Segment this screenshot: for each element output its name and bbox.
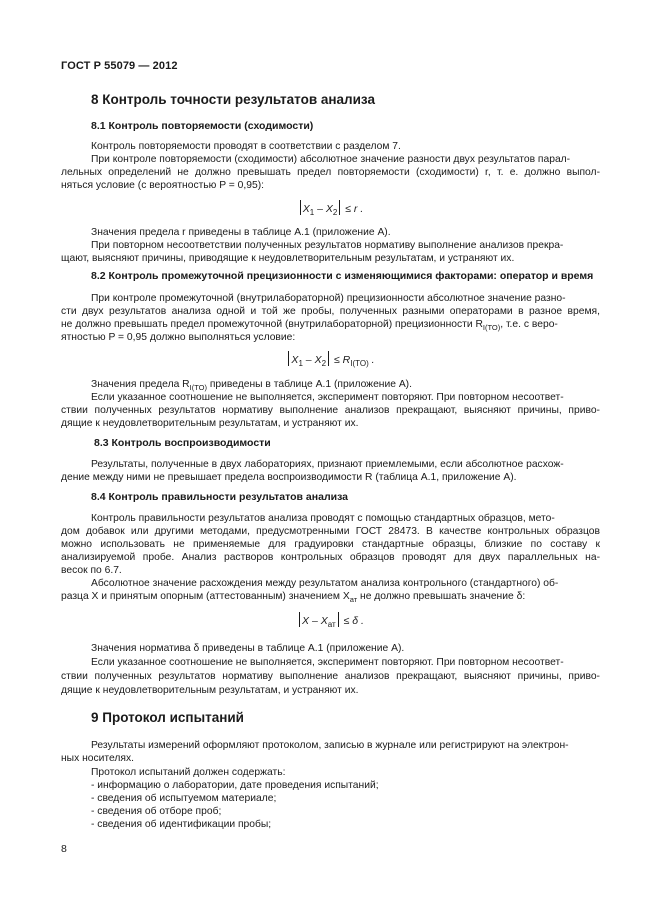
paragraph: Результаты, полученные в двух лабораториях, признают приемлемыми, если абсолютное расхож- — [91, 459, 564, 470]
paragraph: можно использовать не применяемые для градуировки стандартные образцы, близкие по составу к — [61, 539, 600, 550]
paragraph: весок по 6.7. — [61, 565, 122, 576]
paragraph: Контроль повторяемости проводят в соответствии с разделом 7. — [91, 141, 401, 152]
paragraph: лельных определений не должно превышать предел повторяемости (сходимости) r, т. е. должно выпол- — [61, 167, 600, 178]
paragraph: дение между ними не превышает предела воспроизводимости R (таблица А.1, приложение А). — [61, 472, 517, 483]
paragraph: Контроль правильности результатов анализа проводят с помощью стандартных образцов, мето- — [91, 513, 555, 524]
paragraph: Протокол испытаний должен содержать: — [91, 767, 286, 778]
paragraph: Если указанное соотношение не выполняется, эксперимент повторяют. При повторном несоответ- — [91, 392, 564, 403]
section-9-title: 9 Протокол испытаний — [91, 710, 244, 725]
list-item: - сведения об идентификации пробы; — [91, 819, 272, 830]
paragraph: не должно превышать предел промежуточной (внутрилабораторной) прецизионности $R_{I(TO)}$, т.е. с веро- — [61, 319, 558, 333]
page-number: 8 — [61, 843, 67, 855]
paragraph: Абсолютное значение расхождения между результатом анализа контрольного (стандартного) об- — [91, 578, 559, 589]
formula-repeatability: $X_1 - X_2 \le r$ . — [61, 200, 600, 217]
paragraph: Результаты измерений оформляют протоколом, записью в журнале или регистрируют на электрон- — [91, 740, 569, 751]
section-8-title: 8 Контроль точности результатов анализа — [91, 92, 375, 107]
paragraph: Значения норматива δ приведены в таблице А.1 (приложение А). — [91, 643, 405, 654]
document-header: ГОСТ Р 55079 — 2012 — [61, 60, 178, 72]
paragraph: ных носителях. — [61, 753, 134, 764]
paragraph: дящие к неудовлетворительным результатам, и устраняют их. — [61, 685, 359, 696]
paragraph: ятностью P = 0,95 должно выполняться условие: — [61, 332, 296, 343]
section-8-3-title: 8.3 Контроль воспроизводимости — [94, 437, 271, 449]
paragraph: ствии полученных результатов нормативу выполнение анализов прекращают, выясняют причины, приво- — [61, 405, 600, 416]
paragraph: При повторном несоответствии полученных результатов нормативу выполнение анализов прекра- — [91, 240, 564, 251]
formula-intermediate-precision: $X_1 - X_2 \le R_{I(TO)}$ . — [61, 351, 600, 368]
paragraph: анализируемой пробе. Анализ растворов контрольных образцов проводят для двух параллельных на- — [61, 552, 600, 563]
list-item: - сведения об испытуемом материале; — [91, 793, 277, 804]
list-item: - информацию о лаборатории, дате проведения испытаний; — [91, 780, 379, 791]
paragraph: разца X и принятым опорным (аттестованным) значением $X_{ат}$ не должно превышать значение δ: — [61, 591, 526, 605]
paragraph: При контроле промежуточной (внутрилабораторной) прецизионности абсолютное значение разно- — [91, 293, 566, 304]
paragraph: Значения предела $R_{I(TO)}$ приведены в таблице А.1 (приложение А). — [91, 379, 412, 393]
section-8-1-title: 8.1 Контроль повторяемости (сходимости) — [91, 120, 314, 132]
paragraph: щают, выясняют причины, приводящие к неудовлетворительным результатам, и устраняют их. — [61, 253, 515, 264]
paragraph: дящие к неудовлетворительным результатам, и устраняют их. — [61, 418, 359, 429]
paragraph: Значения предела r приведены в таблице А.1 (приложение А). — [91, 227, 391, 238]
section-8-4-title: 8.4 Контроль правильности результатов анализа — [91, 491, 348, 503]
list-item: - сведения об отборе проб; — [91, 806, 222, 817]
paragraph: няться условие (с вероятностью P = 0,95): — [61, 180, 265, 191]
paragraph: При контроле повторяемости (сходимости) абсолютное значение разности двух результатов парал- — [91, 154, 571, 165]
paragraph: Если указанное соотношение не выполняется, эксперимент повторяют. При повторном несоответ- — [91, 657, 564, 668]
paragraph: ствии полученных результатов нормативу выполнение анализов прекращают, выясняют причины, приво- — [61, 671, 600, 682]
paragraph: сти двух результатов анализа одной и той же пробы, полученных разными операторами в разное время, — [61, 306, 600, 317]
paragraph: дом добавок или другими методами, предусмотренными ГОСТ 28473. В качестве контрольных образцов — [61, 526, 600, 537]
section-8-2-title: 8.2 Контроль промежуточной прецизионности с изменяющимися факторами: оператор и время — [91, 270, 594, 282]
formula-accuracy: $X - X_{ат} \le \delta$ . — [61, 612, 600, 629]
